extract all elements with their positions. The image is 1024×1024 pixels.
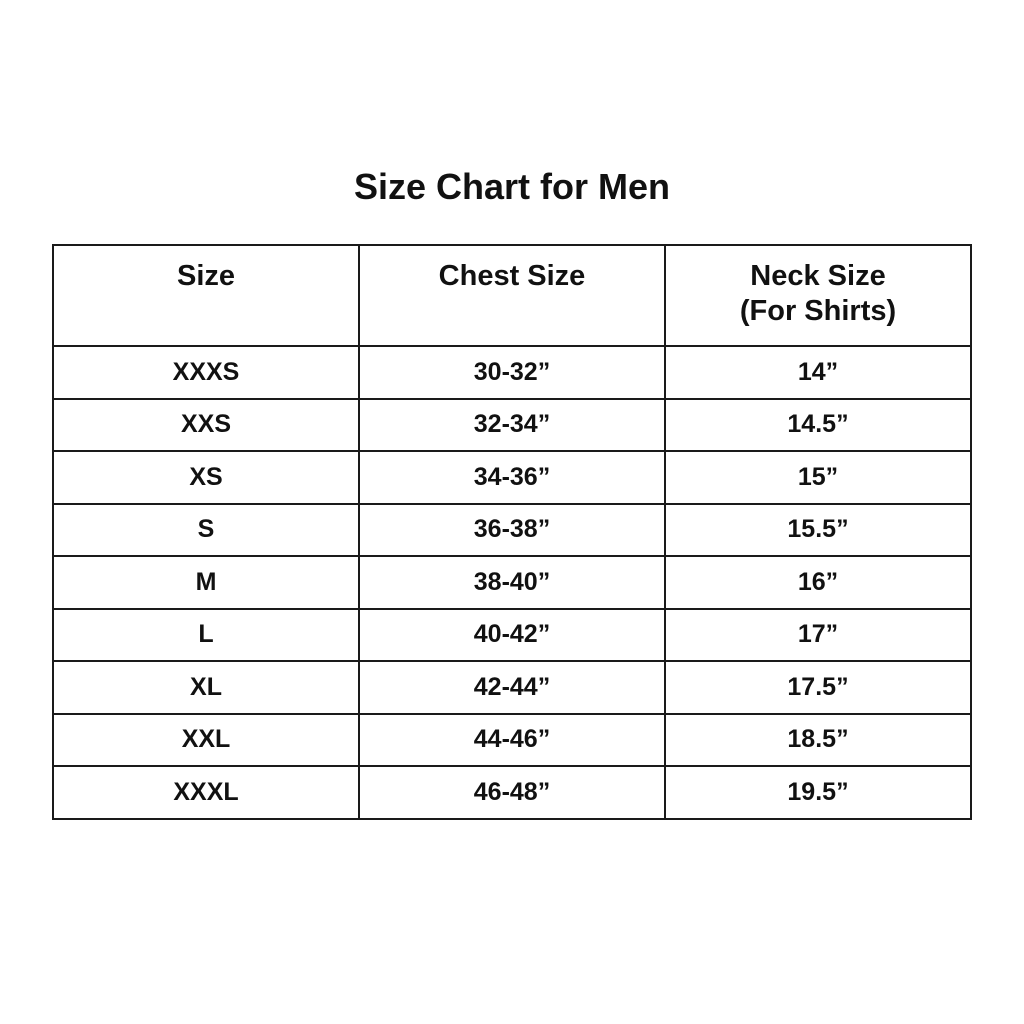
neck-cell: 15.5”: [665, 504, 971, 557]
column-header-size-label: Size: [176, 260, 236, 292]
size-chart-table: [52, 244, 972, 820]
size-cell: XXXL: [53, 766, 359, 819]
page-title: Size Chart for Men: [353, 166, 671, 207]
neck-cell: 17.5”: [665, 661, 971, 714]
chest-cell: 36-38”: [359, 504, 665, 557]
table-row: [53, 766, 971, 819]
size-cell: XXL: [53, 714, 359, 767]
table-body: [53, 346, 971, 819]
size-cell: S: [53, 504, 359, 557]
size-cell: M: [53, 556, 359, 609]
table-row: [53, 504, 971, 557]
size-cell: L: [53, 609, 359, 662]
neck-cell: 14”: [665, 346, 971, 399]
column-header-chest-label: Chest Size: [438, 260, 586, 292]
size-cell: XS: [53, 451, 359, 504]
chest-cell: 46-48”: [359, 766, 665, 819]
column-header-size: [53, 245, 359, 346]
chest-cell: 34-36”: [359, 451, 665, 504]
table-row: [53, 399, 971, 452]
neck-cell: 16”: [665, 556, 971, 609]
neck-cell: 18.5”: [665, 714, 971, 767]
neck-cell: 17”: [665, 609, 971, 662]
chest-cell: 32-34”: [359, 399, 665, 452]
neck-cell: 19.5”: [665, 766, 971, 819]
neck-cell: 14.5”: [665, 399, 971, 452]
size-cell: XXXS: [53, 346, 359, 399]
chest-cell: 30-32”: [359, 346, 665, 399]
neck-cell: 15”: [665, 451, 971, 504]
table-row: [53, 556, 971, 609]
chest-cell: 38-40”: [359, 556, 665, 609]
table-row: [53, 714, 971, 767]
column-header-neck-sublabel: (For Shirts): [739, 295, 897, 328]
column-header-neck-label: Neck Size: [750, 260, 886, 292]
chest-cell: 40-42”: [359, 609, 665, 662]
size-cell: XL: [53, 661, 359, 714]
column-header-chest: [359, 245, 665, 346]
size-cell: XXS: [53, 399, 359, 452]
header-row: [53, 245, 971, 346]
chest-cell: 44-46”: [359, 714, 665, 767]
table-row: [53, 661, 971, 714]
table-row: [53, 609, 971, 662]
chest-cell: 42-44”: [359, 661, 665, 714]
column-header-neck: [665, 245, 971, 346]
table-row: [53, 451, 971, 504]
table-row: [53, 346, 971, 399]
